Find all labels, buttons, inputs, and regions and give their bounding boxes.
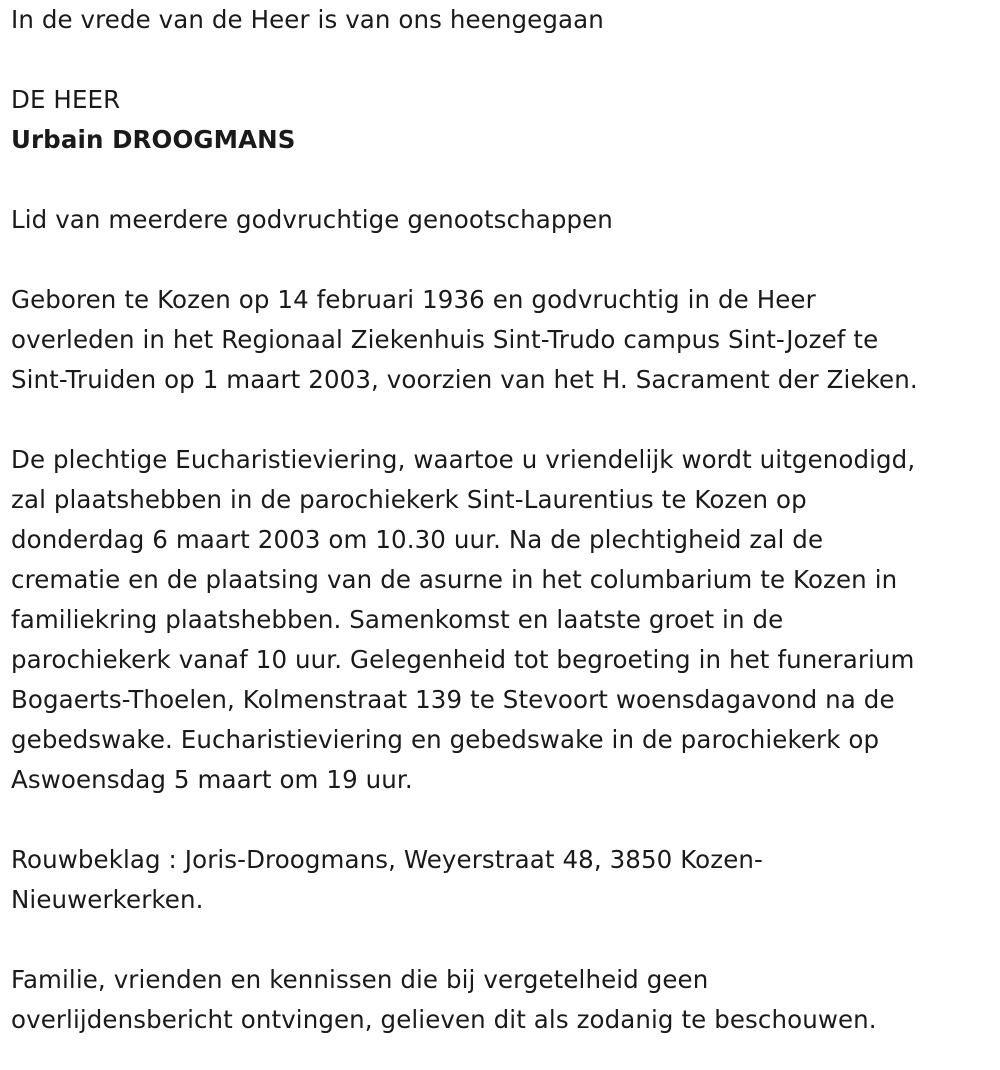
paragraph-line: Bogaerts-Thoelen, Kolmenstraat 139 te Stevoort woensdagavond na de [11, 685, 895, 714]
membership-line: Lid van meerdere godvruchtige genootschappen [11, 205, 613, 234]
spacer [11, 400, 991, 440]
spacer [11, 800, 991, 840]
ceremony-paragraph [11, 440, 991, 800]
birth-death-paragraph [11, 280, 991, 400]
paragraph-line: Nieuwerkerken. [11, 885, 204, 914]
condolences-paragraph [11, 840, 991, 920]
spacer [11, 40, 991, 80]
paragraph-line: overleden in het Regionaal Ziekenhuis Sint-Trudo campus Sint-Jozef te [11, 325, 879, 354]
paragraph-line: De plechtige Eucharistieviering, waartoe u vriendelijk wordt uitgenodigd, [11, 445, 916, 474]
deceased-name: Urbain DROOGMANS [11, 125, 296, 154]
paragraph-line: parochiekerk vanaf 10 uur. Gelegenheid tot begroeting in het funerarium [11, 645, 915, 674]
paragraph-line: overlijdensbericht ontvingen, gelieven dit als zodanig te beschouwen. [11, 1005, 877, 1034]
paragraph-line: Familie, vrienden en kennissen die bij vergetelheid geen [11, 965, 709, 994]
paragraph-line: Geboren te Kozen op 14 februari 1936 en godvruchtig in de Heer [11, 285, 816, 314]
paragraph-line: crematie en de plaatsing van de asurne in het columbarium te Kozen in [11, 565, 898, 594]
paragraph-line: Rouwbeklag : Joris-Droogmans, Weyerstraat 48, 3850 Kozen- [11, 845, 763, 874]
intro-line: In de vrede van de Heer is van ons heengegaan [11, 5, 604, 34]
paragraph-line: gebedswake. Eucharistieviering en gebedswake in de parochiekerk op [11, 725, 880, 754]
spacer [11, 240, 991, 280]
paragraph-line: zal plaatshebben in de parochiekerk Sint-Laurentius te Kozen op [11, 485, 807, 514]
honorific: DE HEER [11, 85, 121, 114]
spacer [11, 920, 991, 960]
paragraph-line: familiekring plaatshebben. Samenkomst en laatste groet in de [11, 605, 784, 634]
obituary-document [11, 0, 991, 1040]
closing-paragraph [11, 960, 991, 1040]
paragraph-line: donderdag 6 maart 2003 om 10.30 uur. Na de plechtigheid zal de [11, 525, 824, 554]
spacer [11, 160, 991, 200]
paragraph-line: Aswoensdag 5 maart om 19 uur. [11, 765, 413, 794]
paragraph-line: Sint-Truiden op 1 maart 2003, voorzien van het H. Sacrament der Zieken. [11, 365, 918, 394]
